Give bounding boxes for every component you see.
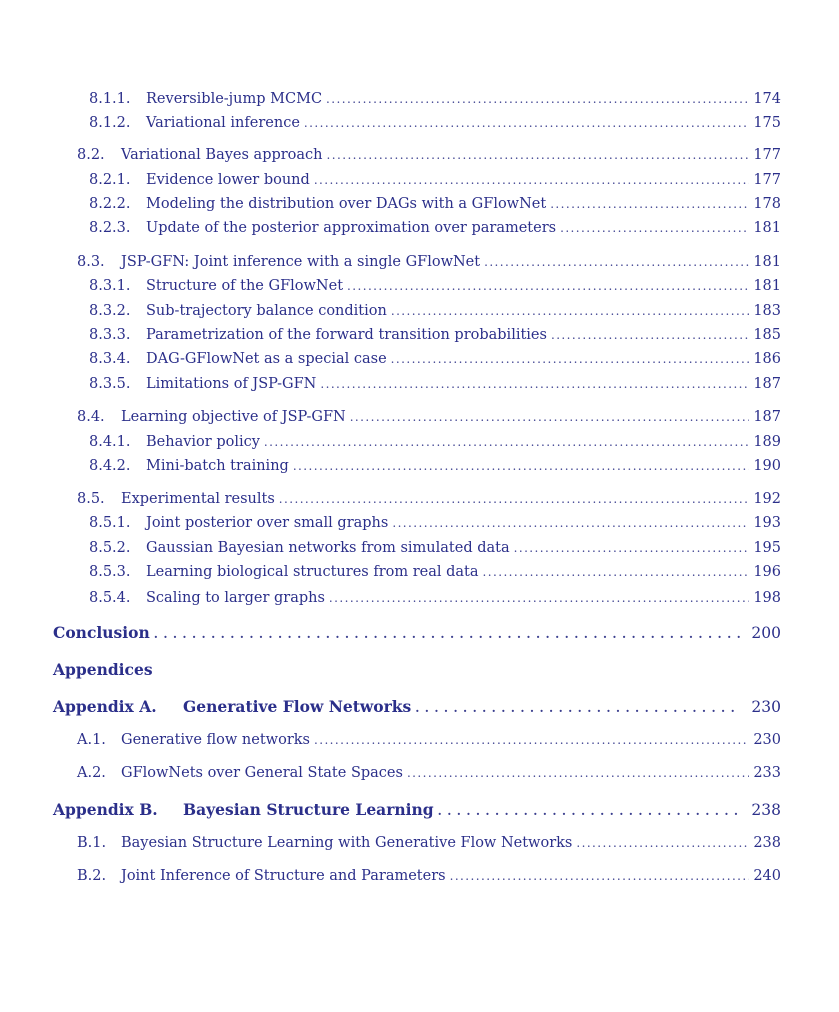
page-number: 240 (753, 868, 781, 884)
toc-entry-8-3-1[interactable] (89, 277, 781, 295)
page-number: 193 (753, 515, 781, 531)
toc-entry-8-2[interactable] (77, 146, 781, 164)
section-title: Joint Inference of Structure and Parameters (121, 868, 446, 884)
page-number: 189 (753, 434, 781, 450)
chapter-title: Generative Flow Networks (183, 697, 412, 716)
section-number: A.2. (77, 765, 106, 781)
dot-leader (550, 195, 749, 213)
section-title: Mini-batch training (146, 458, 289, 474)
section-number: 8.5. (77, 491, 105, 507)
dot-leader (279, 490, 750, 508)
dot-leader (293, 457, 749, 475)
toc-entry-8-5-2[interactable] (89, 539, 781, 557)
section-title: Experimental results (121, 491, 275, 507)
section-title: Scaling to larger graphs (146, 590, 325, 606)
page-number: 238 (751, 801, 781, 819)
section-number: A.1. (77, 732, 106, 748)
page-number: 198 (753, 590, 781, 606)
chapter-title: Conclusion (53, 623, 150, 642)
dot-leader (329, 589, 749, 607)
toc-entry-8-3[interactable] (77, 253, 781, 271)
toc-entry-8-5-3[interactable] (89, 563, 781, 581)
page-number: 192 (753, 491, 781, 507)
toc-entry-appendix-a[interactable] (53, 698, 781, 717)
dot-leader (350, 408, 750, 426)
page-number: 196 (753, 564, 781, 580)
section-number: 8.5.2. (89, 540, 131, 556)
toc-entry-8-2-3[interactable] (89, 219, 781, 237)
toc-entry-8-5[interactable] (77, 490, 781, 508)
page-number: 187 (753, 409, 781, 425)
section-title: Variational inference (146, 115, 300, 131)
section-title: Sub-trajectory balance condition (146, 303, 387, 319)
dot-leader (560, 219, 749, 237)
dot-leader (407, 764, 749, 782)
section-number: 8.5.1. (89, 515, 131, 531)
dot-leader (391, 350, 750, 368)
toc-entry-appendix-b[interactable] (53, 801, 781, 820)
section-title: DAG-GFlowNet as a special case (146, 351, 387, 367)
dot-leader (391, 302, 749, 320)
dot-leader (484, 253, 749, 271)
section-title: Modeling the distribution over DAGs with a GFlowNet (146, 196, 547, 212)
section-number: 8.2.3. (89, 220, 131, 236)
toc-entry-8-4[interactable] (77, 408, 781, 426)
section-title: Reversible-jump MCMC (146, 91, 323, 107)
section-title: Bayesian Structure Learning with Generative Flow Networks (121, 835, 573, 851)
appendices-heading: Appendices (53, 660, 153, 679)
section-title: Gaussian Bayesian networks from simulated data (146, 540, 510, 556)
toc-entry-8-5-4[interactable] (89, 589, 781, 607)
section-number: 8.5.4. (89, 590, 131, 606)
section-number: 8.2.2. (89, 196, 131, 212)
page-number: 178 (753, 196, 781, 212)
page-number: 200 (751, 624, 781, 642)
toc-entry-8-1-2[interactable] (89, 114, 781, 132)
page-number: 181 (753, 220, 781, 236)
section-title: JSP-GFN: Joint inference with a single GFlowNet (121, 254, 481, 270)
toc-entry-8-4-2[interactable] (89, 457, 781, 475)
toc-entry-8-2-2[interactable] (89, 195, 781, 213)
section-number: 8.3.1. (89, 278, 131, 294)
dot-leader (154, 625, 742, 643)
dot-leader (320, 375, 749, 393)
section-number: 8.2. (77, 147, 105, 163)
section-title: Structure of the GFlowNet (146, 278, 344, 294)
toc-entry-8-2-1[interactable] (89, 171, 781, 189)
section-title: Evidence lower bound (146, 172, 310, 188)
dot-leader (576, 834, 749, 852)
section-number: 8.3.2. (89, 303, 131, 319)
page-number: 183 (753, 303, 781, 319)
section-number: 8.4.1. (89, 434, 131, 450)
page-number: 230 (753, 732, 781, 748)
page-number: 177 (753, 147, 781, 163)
dot-leader (327, 146, 750, 164)
page-number: 230 (751, 698, 781, 716)
section-number: 8.4.2. (89, 458, 131, 474)
section-title: Limitations of JSP-GFN (146, 376, 317, 392)
toc-entry-8-3-2[interactable] (89, 302, 781, 320)
section-number: 8.3.5. (89, 376, 131, 392)
section-title: Variational Bayes approach (121, 147, 323, 163)
section-number: 8.3.3. (89, 327, 131, 343)
toc-entry-conclusion[interactable] (53, 624, 781, 643)
dot-leader (483, 563, 750, 581)
dot-leader (551, 326, 749, 344)
page-number: 174 (753, 91, 781, 107)
page-number: 181 (753, 254, 781, 270)
section-number: B.2. (77, 868, 107, 884)
section-number: 8.3. (77, 254, 105, 270)
toc-entry-b-2[interactable] (77, 867, 781, 885)
section-title: Generative flow networks (121, 732, 310, 748)
dot-leader (347, 277, 749, 295)
toc-entry-8-5-1[interactable] (89, 514, 781, 532)
page-number: 238 (753, 835, 781, 851)
appendix-number: Appendix B. (53, 800, 158, 819)
dot-leader (415, 699, 741, 717)
section-title: GFlowNets over General State Spaces (121, 765, 403, 781)
page-number: 177 (753, 172, 781, 188)
dot-leader (314, 731, 749, 749)
section-number: 8.5.3. (89, 564, 131, 580)
section-number: 8.3.4. (89, 351, 131, 367)
page-number: 186 (753, 351, 781, 367)
section-number: 8.2.1. (89, 172, 131, 188)
section-title: Behavior policy (146, 434, 260, 450)
section-title: Joint posterior over small graphs (146, 515, 389, 531)
appendix-number: Appendix A. (53, 697, 157, 716)
page-number: 181 (753, 278, 781, 294)
toc-entry-8-3-3[interactable] (89, 326, 781, 344)
toc-entry-8-3-4[interactable] (89, 350, 781, 368)
toc-entry-8-1-1[interactable] (89, 90, 781, 108)
section-number: 8.4. (77, 409, 105, 425)
page-number: 187 (753, 376, 781, 392)
page-number: 195 (753, 540, 781, 556)
chapter-title: Bayesian Structure Learning (183, 800, 434, 819)
section-title: Parametrization of the forward transition probabilities (146, 327, 547, 343)
dot-leader (438, 802, 742, 820)
section-number: B.1. (77, 835, 107, 851)
dot-leader (392, 514, 749, 532)
section-title: Learning objective of JSP-GFN (121, 409, 346, 425)
dot-leader (326, 90, 749, 108)
dot-leader (264, 433, 749, 451)
section-title: Update of the posterior approximation over parameters (146, 220, 557, 236)
section-title: Learning biological structures from real data (146, 564, 479, 580)
dot-leader (450, 867, 750, 885)
page-number: 185 (753, 327, 781, 343)
section-number: 8.1.1. (89, 91, 131, 107)
toc-entry-8-3-5[interactable] (89, 375, 781, 393)
page-number: 190 (753, 458, 781, 474)
page-number: 233 (753, 765, 781, 781)
toc-entry-b-1[interactable] (77, 834, 781, 852)
toc-entry-a-2[interactable] (77, 764, 781, 782)
toc-entry-8-4-1[interactable] (89, 433, 781, 451)
toc-entry-a-1[interactable] (77, 731, 781, 749)
section-number: 8.1.2. (89, 115, 131, 131)
dot-leader (514, 539, 750, 557)
dot-leader (314, 171, 750, 189)
page-number: 175 (753, 115, 781, 131)
dot-leader (304, 114, 749, 132)
